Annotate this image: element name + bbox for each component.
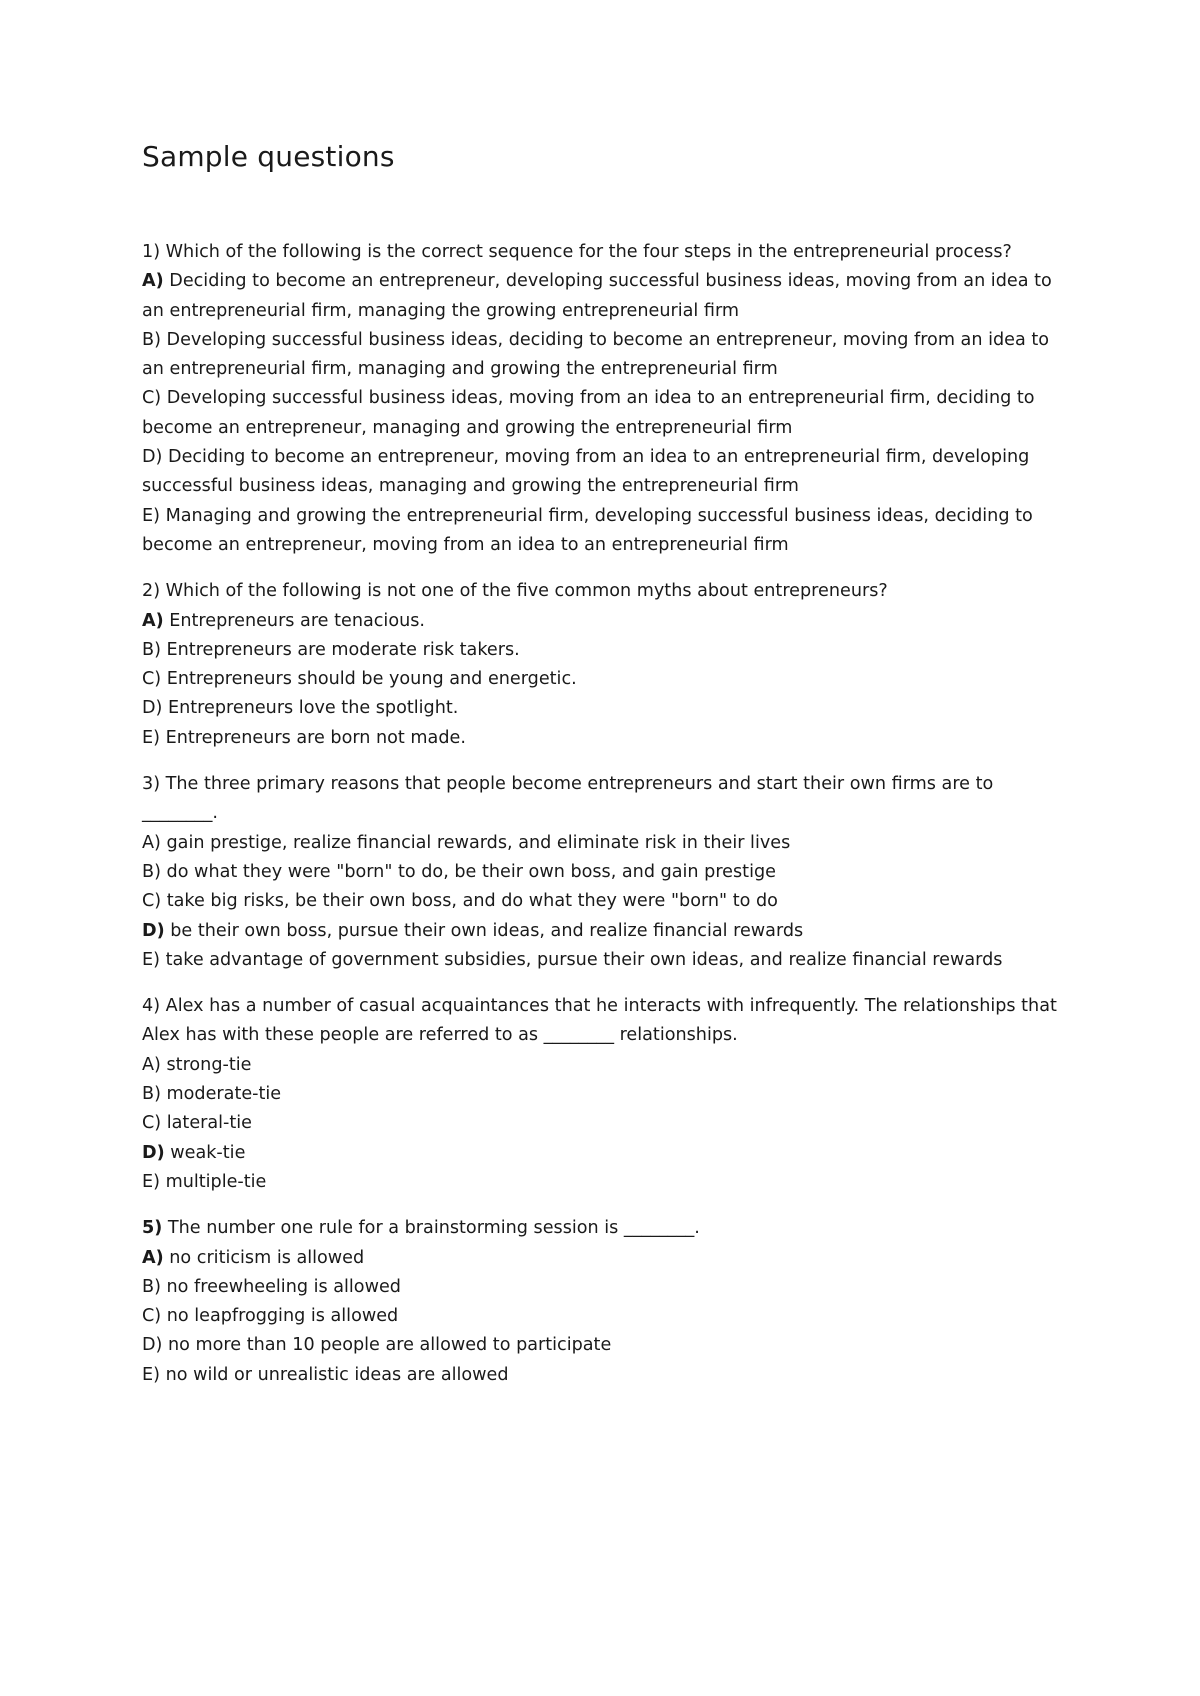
question-text: The number one rule for a brainstorming session is ________. <box>167 1218 700 1239</box>
option-text: no wild or unrealistic ideas are allowed <box>165 1364 509 1385</box>
question-stem <box>142 992 1072 1051</box>
option-text: Entrepreneurs should be young and energetic. <box>166 669 577 690</box>
option-letter: B) <box>142 1276 161 1297</box>
option-text: weak-tie <box>170 1142 246 1163</box>
question-4 <box>142 992 1072 1197</box>
option-letter: E) <box>142 949 160 970</box>
option-text: take advantage of government subsidies, pursue their own ideas, and realize financial rewards <box>165 949 1003 970</box>
option-text: Entrepreneurs are moderate risk takers. <box>166 639 520 660</box>
option-a <box>142 829 1072 858</box>
question-1 <box>142 238 1072 560</box>
option-text: Deciding to become an entrepreneur, developing successful business ideas, moving from an idea to an entrepreneurial firm, managing the growing entrepreneurial firm <box>142 271 1052 321</box>
option-text: multiple-tie <box>165 1171 267 1192</box>
option-text: gain prestige, realize financial rewards, and eliminate risk in their lives <box>166 832 791 853</box>
option-text: take big risks, be their own boss, and do what they were "born" to do <box>166 891 778 912</box>
page-title: Sample questions <box>142 140 395 173</box>
option-letter: D) <box>142 1142 165 1163</box>
question-number: 2) <box>142 581 161 602</box>
document-body <box>142 140 1072 1407</box>
option-letter: D) <box>142 1335 163 1356</box>
option-letter: A) <box>142 1247 164 1268</box>
option-letter: D) <box>142 698 163 719</box>
option-b <box>142 1273 1072 1302</box>
option-c <box>142 1109 1072 1138</box>
question-number: 1) <box>142 242 161 262</box>
option-e <box>142 502 1072 561</box>
option-letter: C) <box>142 1306 162 1327</box>
option-letter: C) <box>142 1113 162 1134</box>
option-c <box>142 887 1072 916</box>
option-e <box>142 1361 1072 1390</box>
option-text: Developing successful business ideas, deciding to become an entrepreneur, moving from an idea to an entrepreneurial firm, managing and growing the entrepreneurial firm <box>142 329 1049 380</box>
question-5 <box>142 1214 1072 1390</box>
option-text: be their own boss, pursue their own ideas, and realize financial rewards <box>170 920 804 941</box>
option-b <box>142 1080 1072 1109</box>
question-stem <box>142 577 1072 606</box>
option-text: Entrepreneurs are born not made. <box>165 727 466 748</box>
option-text: Entrepreneurs are tenacious. <box>169 610 425 631</box>
option-d <box>142 1331 1072 1360</box>
option-letter: E) <box>142 1364 160 1385</box>
option-letter: E) <box>142 505 160 526</box>
option-b <box>142 326 1072 385</box>
option-text: strong-tie <box>166 1054 252 1075</box>
question-text: Alex has a number of casual acquaintances that he interacts with infrequently. The relationships that Alex has with these people are referred to as ________ relationships. <box>142 996 1057 1046</box>
option-e <box>142 946 1072 975</box>
option-c <box>142 1302 1072 1331</box>
question-stem <box>142 238 1072 267</box>
question-text: Which of the following is the correct sequence for the four steps in the entrepreneurial process? <box>165 242 1012 262</box>
option-letter: D) <box>142 447 163 468</box>
option-d <box>142 917 1072 946</box>
option-text: Managing and growing the entrepreneurial firm, developing successful business ideas, deciding to become an entrepreneur, moving from an idea to an entrepreneurial firm <box>142 505 1033 555</box>
option-letter: E) <box>142 1171 160 1192</box>
option-b <box>142 636 1072 665</box>
question-2 <box>142 577 1072 753</box>
option-text: moderate-tie <box>166 1084 282 1105</box>
option-text: no criticism is allowed <box>169 1247 365 1268</box>
question-number: 5) <box>142 1218 163 1239</box>
option-letter: E) <box>142 727 160 748</box>
option-letter: A) <box>142 1054 161 1075</box>
option-a <box>142 607 1072 636</box>
option-text: no leapfrogging is allowed <box>166 1306 399 1327</box>
option-d <box>142 694 1072 723</box>
option-d <box>142 443 1072 502</box>
option-e <box>142 1168 1072 1197</box>
option-e <box>142 724 1072 753</box>
option-letter: C) <box>142 388 162 409</box>
option-text: Entrepreneurs love the spotlight. <box>168 698 459 719</box>
option-letter: B) <box>142 329 161 350</box>
option-letter: C) <box>142 669 162 690</box>
option-text: no freewheeling is allowed <box>166 1276 401 1297</box>
question-number: 4) <box>142 996 161 1017</box>
option-letter: A) <box>142 610 164 631</box>
option-d <box>142 1139 1072 1168</box>
question-number: 3) <box>142 774 161 795</box>
option-a <box>142 267 1072 326</box>
option-c <box>142 384 1072 443</box>
question-stem <box>142 770 1072 829</box>
option-letter: B) <box>142 1084 161 1105</box>
question-3 <box>142 770 1072 975</box>
option-b <box>142 858 1072 887</box>
question-stem <box>142 1214 1072 1243</box>
option-text: no more than 10 people are allowed to participate <box>168 1335 612 1356</box>
option-a <box>142 1051 1072 1080</box>
option-text: do what they were "born" to do, be their own boss, and gain prestige <box>166 861 776 882</box>
option-letter: B) <box>142 861 161 882</box>
question-text: Which of the following is not one of the five common myths about entrepreneurs? <box>165 581 888 602</box>
option-letter: B) <box>142 639 161 660</box>
option-text: Developing successful business ideas, moving from an idea to an entrepreneurial firm, deciding to become an entrepreneur, managing and growing the entrepreneurial firm <box>142 388 1035 438</box>
option-letter: A) <box>142 832 161 853</box>
option-a <box>142 1244 1072 1273</box>
option-text: lateral-tie <box>166 1113 253 1134</box>
option-letter: D) <box>142 920 165 941</box>
option-letter: C) <box>142 891 162 912</box>
option-letter: A) <box>142 271 164 292</box>
option-text: Deciding to become an entrepreneur, moving from an idea to an entrepreneurial firm, developing successful business ideas, managing and growing the entrepreneurial firm <box>142 447 1030 497</box>
option-c <box>142 665 1072 694</box>
question-text: The three primary reasons that people become entrepreneurs and start their own firms are to ________. <box>142 774 994 824</box>
